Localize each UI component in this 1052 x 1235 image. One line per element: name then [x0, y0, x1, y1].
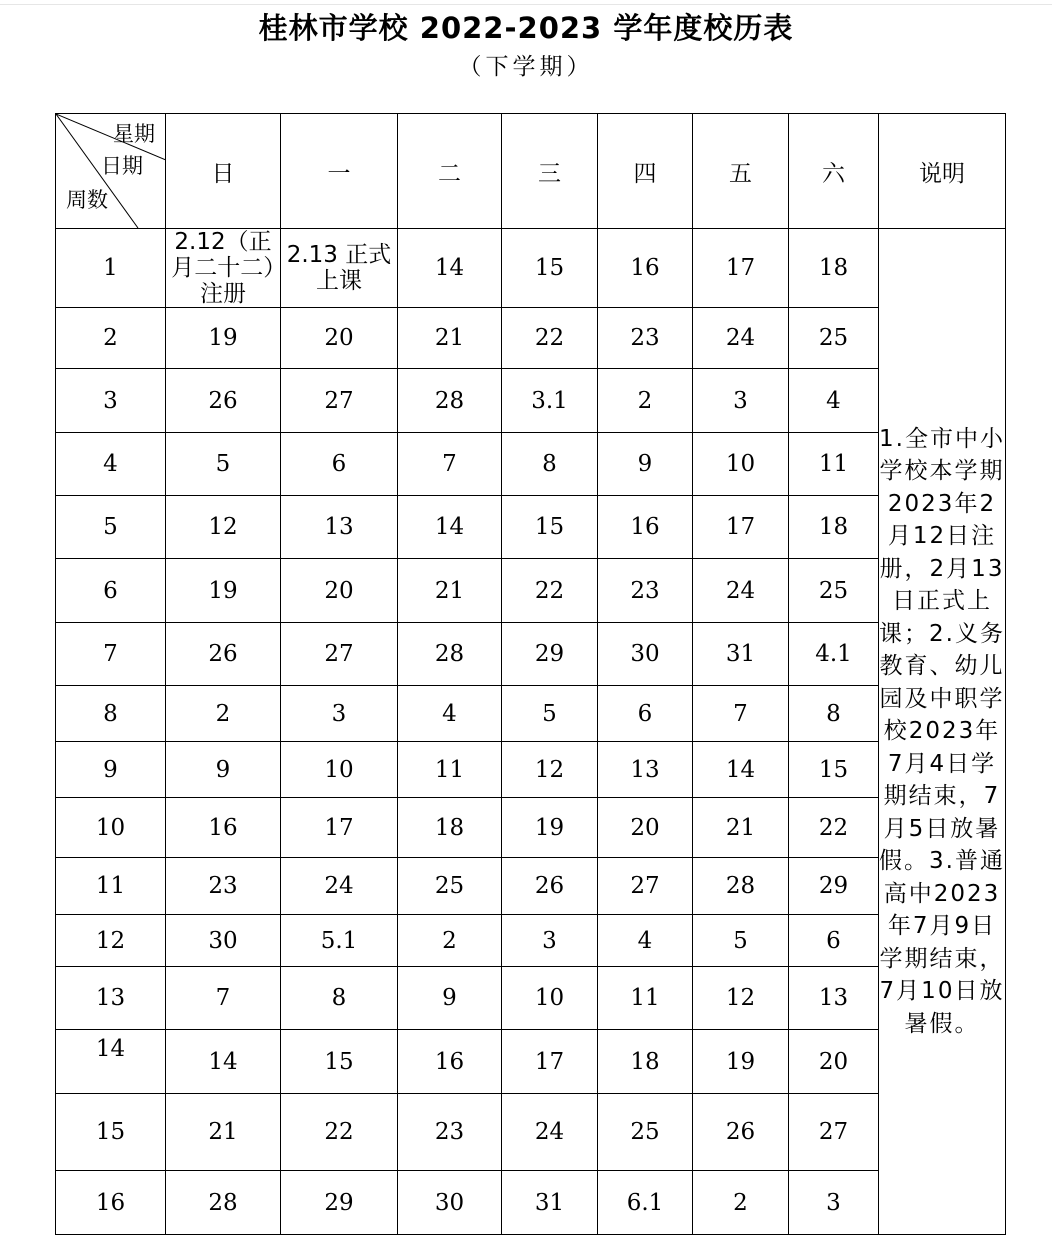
date-cell: 16 — [166, 798, 281, 858]
date-cell: 6 — [789, 915, 879, 967]
date-cell: 11 — [398, 742, 502, 798]
date-cell: 26 — [693, 1094, 789, 1171]
table-row — [56, 433, 1006, 496]
date-cell: 16 — [598, 496, 693, 559]
date-cell: 23 — [398, 1094, 502, 1171]
date-cell: 19 — [166, 308, 281, 369]
date-cell: 21 — [398, 308, 502, 369]
date-cell: 15 — [789, 742, 879, 798]
date-cell: 30 — [598, 623, 693, 686]
page-title: 桂林市学校 2022-2023 学年度校历表 — [258, 11, 794, 45]
table-row — [56, 967, 1006, 1030]
diagonal-header-cell — [56, 114, 166, 229]
date-cell: 13 — [598, 742, 693, 798]
date-cell: 4.1 — [789, 623, 879, 686]
date-cell: 10 — [502, 967, 598, 1030]
week-number: 6 — [56, 559, 166, 623]
week-number: 3 — [56, 369, 166, 433]
date-cell: 3 — [281, 686, 398, 742]
date-cell: 17 — [693, 229, 789, 308]
date-cell: 2 — [693, 1171, 789, 1235]
week-number: 4 — [56, 433, 166, 496]
table-row — [56, 1030, 1006, 1094]
date-cell: 3 — [693, 369, 789, 433]
date-cell: 6.1 — [598, 1171, 693, 1235]
date-cell: 19 — [166, 559, 281, 623]
date-cell: 8 — [789, 686, 879, 742]
date-cell: 15 — [281, 1030, 398, 1094]
date-cell: 20 — [598, 798, 693, 858]
date-cell: 11 — [598, 967, 693, 1030]
date-cell: 25 — [789, 308, 879, 369]
weekday-header-mon: 一 — [281, 114, 398, 229]
date-cell: 3 — [789, 1171, 879, 1235]
week-number: 5 — [56, 496, 166, 559]
date-cell: 24 — [693, 559, 789, 623]
date-cell: 13 — [789, 967, 879, 1030]
date-cell: 26 — [502, 858, 598, 915]
table-row — [56, 858, 1006, 915]
date-cell: 16 — [598, 229, 693, 308]
date-cell: 22 — [502, 308, 598, 369]
date-cell: 6 — [598, 686, 693, 742]
date-cell: 27 — [281, 623, 398, 686]
table-row — [56, 915, 1006, 967]
date-cell: 16 — [398, 1030, 502, 1094]
weekday-header-thu: 四 — [598, 114, 693, 229]
week-number: 12 — [56, 915, 166, 967]
notes-header: 说明 — [879, 114, 1006, 229]
date-cell: 23 — [598, 308, 693, 369]
week-number: 9 — [56, 742, 166, 798]
notes-cell: 1.全市中小学校本学期2023年2月12日注册，2月13日正式上课；2.义务教育、幼儿园及中职学校2023年7月4日学期结束，7月5日放暑假。3.普通高中2023年7月9日学期结束，7月10日放暑假。 — [879, 229, 1006, 1235]
date-cell: 19 — [693, 1030, 789, 1094]
date-cell: 31 — [693, 623, 789, 686]
date-cell: 29 — [502, 623, 598, 686]
date-cell: 26 — [166, 369, 281, 433]
date-cell: 28 — [398, 623, 502, 686]
week-number: 7 — [56, 623, 166, 686]
date-cell: 2 — [598, 369, 693, 433]
date-cell: 12 — [693, 967, 789, 1030]
table-row — [56, 1094, 1006, 1171]
date-cell: 20 — [789, 1030, 879, 1094]
date-cell: 5 — [166, 433, 281, 496]
date-cell: 3 — [502, 915, 598, 967]
table-row — [56, 742, 1006, 798]
date-cell: 18 — [398, 798, 502, 858]
date-cell: 20 — [281, 559, 398, 623]
date-cell: 12 — [166, 496, 281, 559]
date-cell: 14 — [398, 496, 502, 559]
date-cell: 4 — [789, 369, 879, 433]
week-number: 14 — [56, 1030, 166, 1094]
weekday-header-tue: 二 — [398, 114, 502, 229]
date-cell: 20 — [281, 308, 398, 369]
date-cell: 27 — [598, 858, 693, 915]
date-cell: 6 — [281, 433, 398, 496]
date-cell: 2.13 正式上课 — [281, 229, 398, 308]
date-cell: 28 — [166, 1171, 281, 1235]
date-cell: 9 — [166, 742, 281, 798]
date-cell: 24 — [502, 1094, 598, 1171]
table-row — [56, 623, 1006, 686]
week-number: 13 — [56, 967, 166, 1030]
date-cell: 21 — [398, 559, 502, 623]
date-cell: 5 — [693, 915, 789, 967]
date-cell: 21 — [693, 798, 789, 858]
date-cell: 23 — [598, 559, 693, 623]
date-cell: 22 — [281, 1094, 398, 1171]
date-cell: 12 — [502, 742, 598, 798]
date-cell: 7 — [693, 686, 789, 742]
date-cell: 17 — [502, 1030, 598, 1094]
date-cell: 8 — [502, 433, 598, 496]
date-cell: 28 — [693, 858, 789, 915]
date-cell: 31 — [502, 1171, 598, 1235]
weekday-header-wed: 三 — [502, 114, 598, 229]
date-cell: 23 — [166, 858, 281, 915]
school-calendar-table — [55, 113, 1006, 1235]
date-cell: 11 — [789, 433, 879, 496]
date-cell: 18 — [789, 496, 879, 559]
date-cell: 25 — [598, 1094, 693, 1171]
date-cell: 10 — [281, 742, 398, 798]
date-cell: 17 — [693, 496, 789, 559]
date-cell: 30 — [398, 1171, 502, 1235]
date-cell: 9 — [598, 433, 693, 496]
header-row — [56, 114, 1006, 229]
table-row — [56, 686, 1006, 742]
date-cell: 5 — [502, 686, 598, 742]
date-cell: 15 — [502, 496, 598, 559]
date-cell: 17 — [281, 798, 398, 858]
date-cell: 9 — [398, 967, 502, 1030]
weekday-header-fri: 五 — [693, 114, 789, 229]
week-number: 2 — [56, 308, 166, 369]
date-cell: 30 — [166, 915, 281, 967]
date-cell: 27 — [281, 369, 398, 433]
date-cell: 21 — [166, 1094, 281, 1171]
weekday-header-sun: 日 — [166, 114, 281, 229]
week-number-axis-label: 周数 — [66, 188, 108, 212]
date-cell: 26 — [166, 623, 281, 686]
date-cell: 24 — [693, 308, 789, 369]
table-row — [56, 1171, 1006, 1235]
date-cell: 8 — [281, 967, 398, 1030]
date-cell: 2 — [398, 915, 502, 967]
date-cell: 2.12（正月二十二）注册 — [166, 229, 281, 308]
date-cell: 15 — [502, 229, 598, 308]
week-number: 15 — [56, 1094, 166, 1171]
date-cell: 25 — [398, 858, 502, 915]
top-rule — [0, 4, 1052, 5]
week-number: 10 — [56, 798, 166, 858]
week-number: 16 — [56, 1171, 166, 1235]
date-cell: 3.1 — [502, 369, 598, 433]
date-cell: 22 — [502, 559, 598, 623]
date-cell: 18 — [598, 1030, 693, 1094]
date-cell: 13 — [281, 496, 398, 559]
date-axis-label: 日期 — [101, 154, 143, 178]
week-number: 11 — [56, 858, 166, 915]
date-cell: 22 — [789, 798, 879, 858]
table-row — [56, 559, 1006, 623]
date-cell: 27 — [789, 1094, 879, 1171]
date-cell: 18 — [789, 229, 879, 308]
date-cell: 14 — [166, 1030, 281, 1094]
weekday-axis-label: 星期 — [113, 122, 155, 146]
weekday-header-sat: 六 — [789, 114, 879, 229]
date-cell: 4 — [598, 915, 693, 967]
week-number: 1 — [56, 229, 166, 308]
date-cell: 29 — [281, 1171, 398, 1235]
date-cell: 10 — [693, 433, 789, 496]
date-cell: 2 — [166, 686, 281, 742]
date-cell: 14 — [398, 229, 502, 308]
week-number: 8 — [56, 686, 166, 742]
table-row — [56, 369, 1006, 433]
table-row — [56, 496, 1006, 559]
date-cell: 28 — [398, 369, 502, 433]
date-cell: 5.1 — [281, 915, 398, 967]
date-cell: 24 — [281, 858, 398, 915]
date-cell: 7 — [398, 433, 502, 496]
date-cell: 7 — [166, 967, 281, 1030]
date-cell: 19 — [502, 798, 598, 858]
page-subtitle: （下学期） — [458, 54, 594, 80]
table-row — [56, 308, 1006, 369]
date-cell: 4 — [398, 686, 502, 742]
date-cell: 25 — [789, 559, 879, 623]
date-cell: 14 — [693, 742, 789, 798]
table-row — [56, 229, 1006, 308]
table-row — [56, 798, 1006, 858]
date-cell: 29 — [789, 858, 879, 915]
